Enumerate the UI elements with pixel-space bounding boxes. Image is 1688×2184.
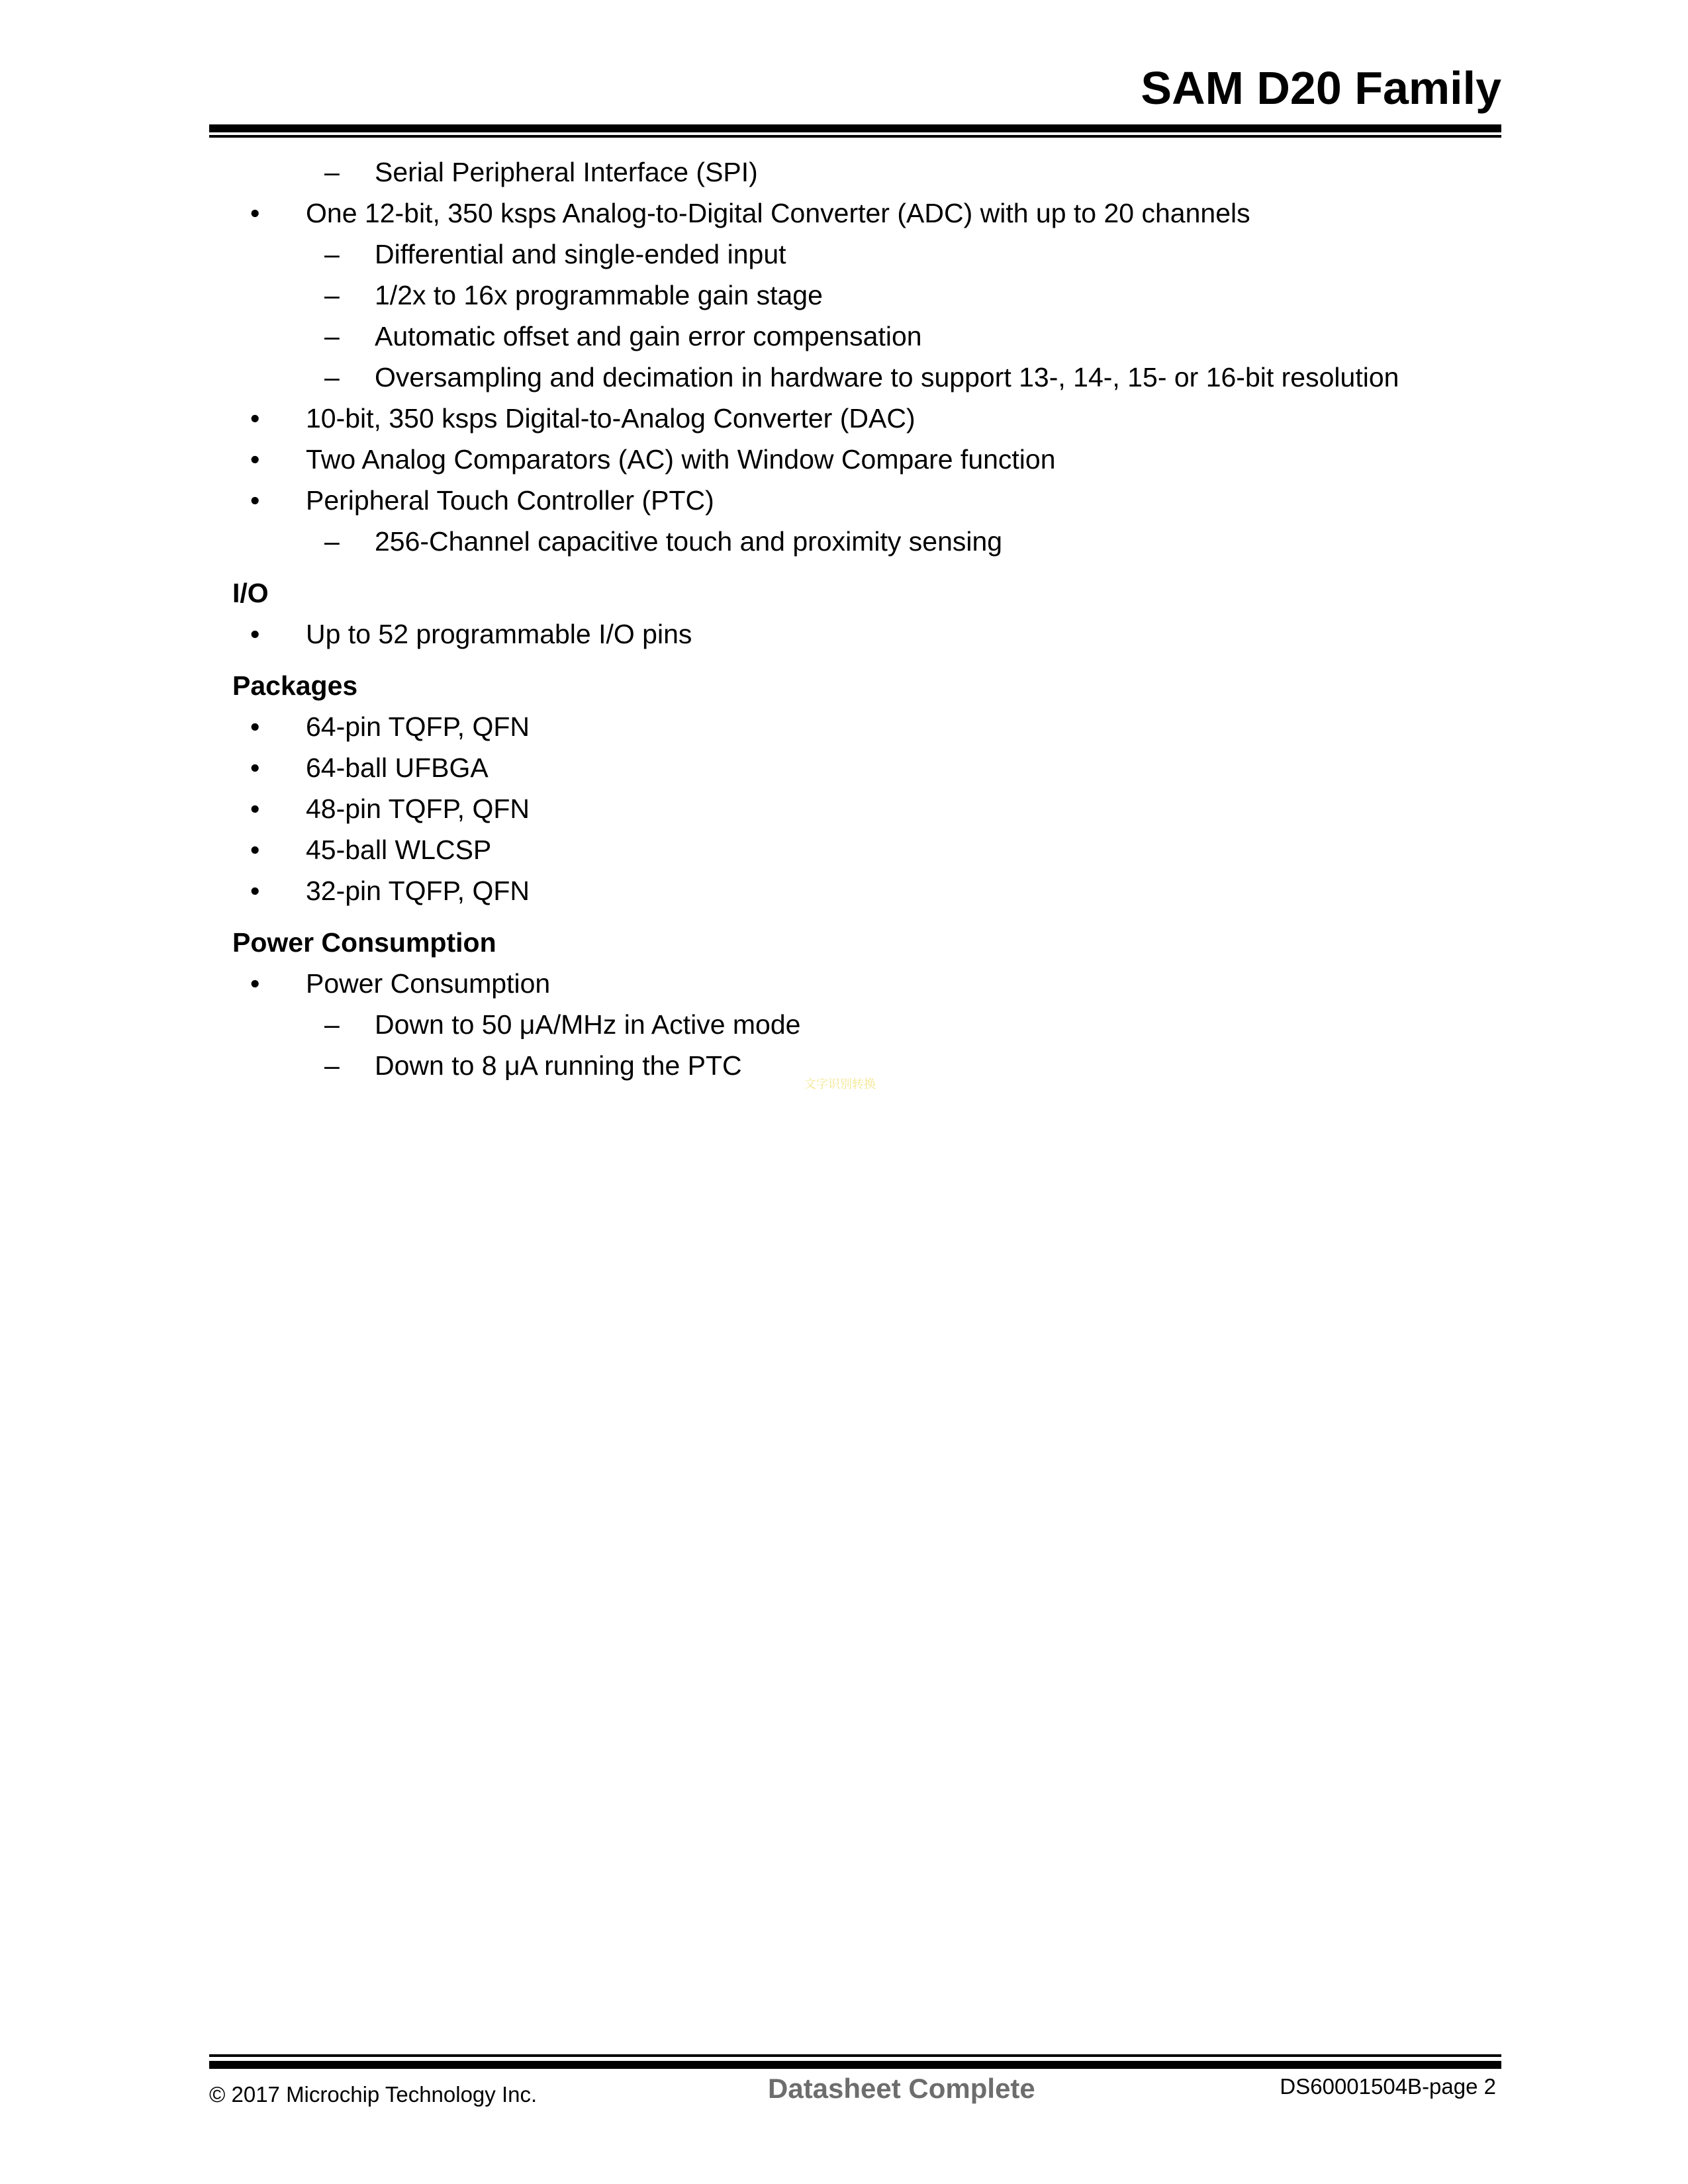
dash-glyph: – — [324, 280, 340, 310]
dash-glyph: – — [324, 157, 340, 187]
item-text: 1/2x to 16x programmable gain stage — [375, 280, 823, 310]
bullet-glyph: • — [250, 403, 260, 433]
section-heading: Power Consumption — [232, 927, 496, 958]
footer-rule-thick — [209, 2061, 1501, 2069]
item-text: One 12-bit, 350 ksps Analog-to-Digital Converter (ADC) with up to 20 channels — [306, 198, 1250, 228]
footer-center-label: Datasheet Complete — [768, 2073, 1035, 2104]
bullet-glyph: • — [250, 485, 260, 516]
item-text: Differential and single-ended input — [375, 239, 786, 269]
dash-glyph: – — [324, 321, 340, 351]
item-text: Down to 8 μA running the PTC — [375, 1050, 742, 1081]
item-text: Peripheral Touch Controller (PTC) — [306, 485, 714, 516]
bullet-glyph: • — [250, 968, 260, 999]
item-text: 64-pin TQFP, QFN — [306, 711, 530, 742]
item-text: 32-pin TQFP, QFN — [306, 876, 530, 906]
dash-glyph: – — [324, 1009, 340, 1040]
item-text: Two Analog Comparators (AC) with Window Compare function — [306, 444, 1056, 475]
bullet-glyph: • — [250, 198, 260, 228]
page-title: SAM D20 Family — [1141, 62, 1501, 114]
bullet-glyph: • — [250, 619, 260, 649]
bullet-glyph: • — [250, 876, 260, 906]
header-rule-thin — [209, 135, 1501, 138]
item-text: 256-Channel capacitive touch and proximity sensing — [375, 526, 1003, 557]
bullet-glyph: • — [250, 752, 260, 783]
bullet-glyph: • — [250, 444, 260, 475]
item-text: Automatic offset and gain error compensation — [375, 321, 922, 351]
item-text: 48-pin TQFP, QFN — [306, 794, 530, 824]
item-text: Oversampling and decimation in hardware to support 13-, 14-, 15- or 16-bit resolution — [375, 362, 1399, 392]
bullet-glyph: • — [250, 794, 260, 824]
bullet-glyph: • — [250, 835, 260, 865]
dash-glyph: – — [324, 362, 340, 392]
item-text: Down to 50 μA/MHz in Active mode — [375, 1009, 801, 1040]
footer-page-ref: DS60001504B-page 2 — [1280, 2074, 1496, 2099]
item-text: Serial Peripheral Interface (SPI) — [375, 157, 758, 187]
ocr-stamp: 文字识别转换 — [804, 1077, 876, 1091]
dash-glyph: – — [324, 239, 340, 269]
item-text: 45-ball WLCSP — [306, 835, 492, 865]
dash-glyph: – — [324, 1050, 340, 1081]
footer-copyright: © 2017 Microchip Technology Inc. — [209, 2082, 538, 2107]
header-rule-thick — [209, 124, 1501, 132]
footer-rule-thin — [209, 2054, 1501, 2057]
item-text: 10-bit, 350 ksps Digital-to-Analog Converter (DAC) — [306, 403, 915, 433]
item-text: Up to 52 programmable I/O pins — [306, 619, 692, 649]
item-text: 64-ball UFBGA — [306, 752, 489, 783]
section-heading: I/O — [232, 578, 269, 608]
section-heading: Packages — [232, 670, 358, 701]
item-text: Power Consumption — [306, 968, 551, 999]
dash-glyph: – — [324, 526, 340, 557]
bullet-glyph: • — [250, 711, 260, 742]
